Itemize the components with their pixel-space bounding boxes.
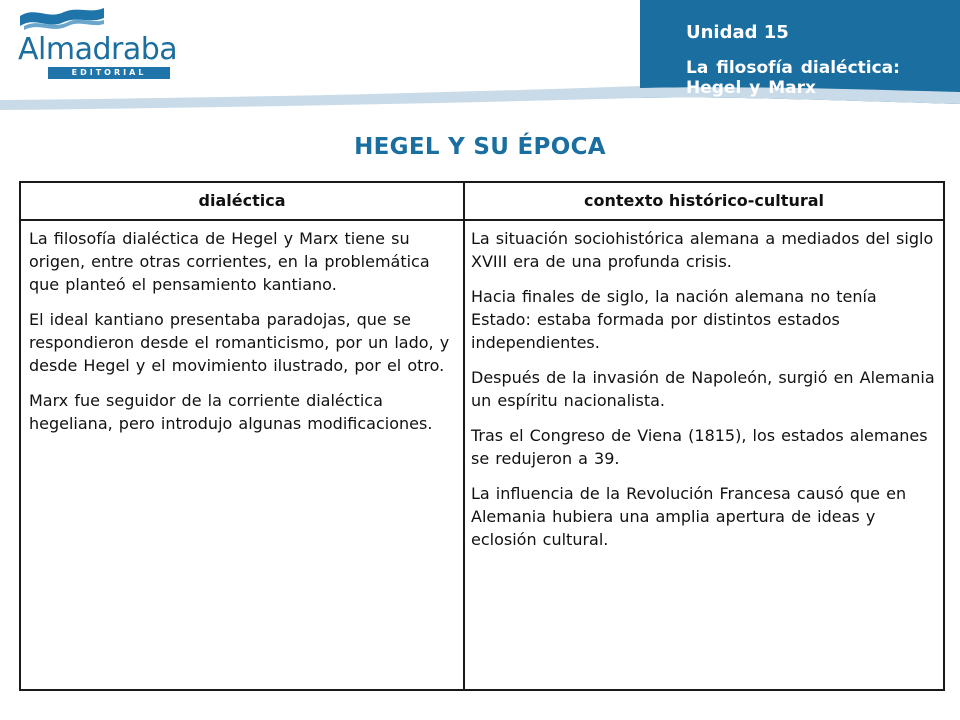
- logo-editorial-band: EDITORIAL: [48, 67, 170, 79]
- column-divider: [463, 183, 465, 689]
- paragraph: Tras el Congreso de Viena (1815), los estados alemanes se redujeron a 39.: [471, 426, 928, 468]
- unit-subtitle: La filosofía dialéctica: Hegel y Marx: [686, 58, 900, 98]
- almadraba-logo: [18, 6, 178, 76]
- unit-title: Unidad 15: [686, 22, 789, 43]
- logo-wordmark: Almadraba: [18, 32, 178, 67]
- paragraph: Marx fue seguidor de la corriente dialéctica hegeliana, pero introdujo algunas modificaciones.: [29, 391, 433, 433]
- column-header-contexto: contexto histórico-cultural: [584, 191, 824, 210]
- paragraph: Después de la invasión de Napoleón, surgió en Alemania un espíritu nacionalista.: [471, 368, 935, 410]
- header-banner: [0, 0, 960, 110]
- content-table: [19, 181, 945, 691]
- dialectica-cell: [29, 227, 457, 447]
- table-header-row: [21, 183, 943, 221]
- contexto-cell: [471, 227, 939, 563]
- page-title: HEGEL Y SU ÉPOCA: [354, 134, 606, 160]
- paragraph: Hacia finales de siglo, la nación alemana no tenía Estado: estaba formada por distintos estados independientes.: [471, 287, 877, 352]
- paragraph: La influencia de la Revolución Francesa causó que en Alemania hubiera una amplia apertura de ideas y eclosión cultural.: [471, 484, 907, 549]
- paragraph: La situación sociohistórica alemana a mediados del siglo XVIII era de una profunda crisis.: [471, 229, 934, 271]
- column-header-dialectica: dialéctica: [198, 191, 286, 210]
- paragraph: El ideal kantiano presentaba paradojas, que se respondieron desde el romanticismo, por un lado, y desde Hegel y el movimiento ilustrado, por el otro.: [29, 310, 450, 375]
- paragraph: La filosofía dialéctica de Hegel y Marx tiene su origen, entre otras corrientes, en la problemática que planteó el pensamiento kantiano.: [29, 229, 430, 294]
